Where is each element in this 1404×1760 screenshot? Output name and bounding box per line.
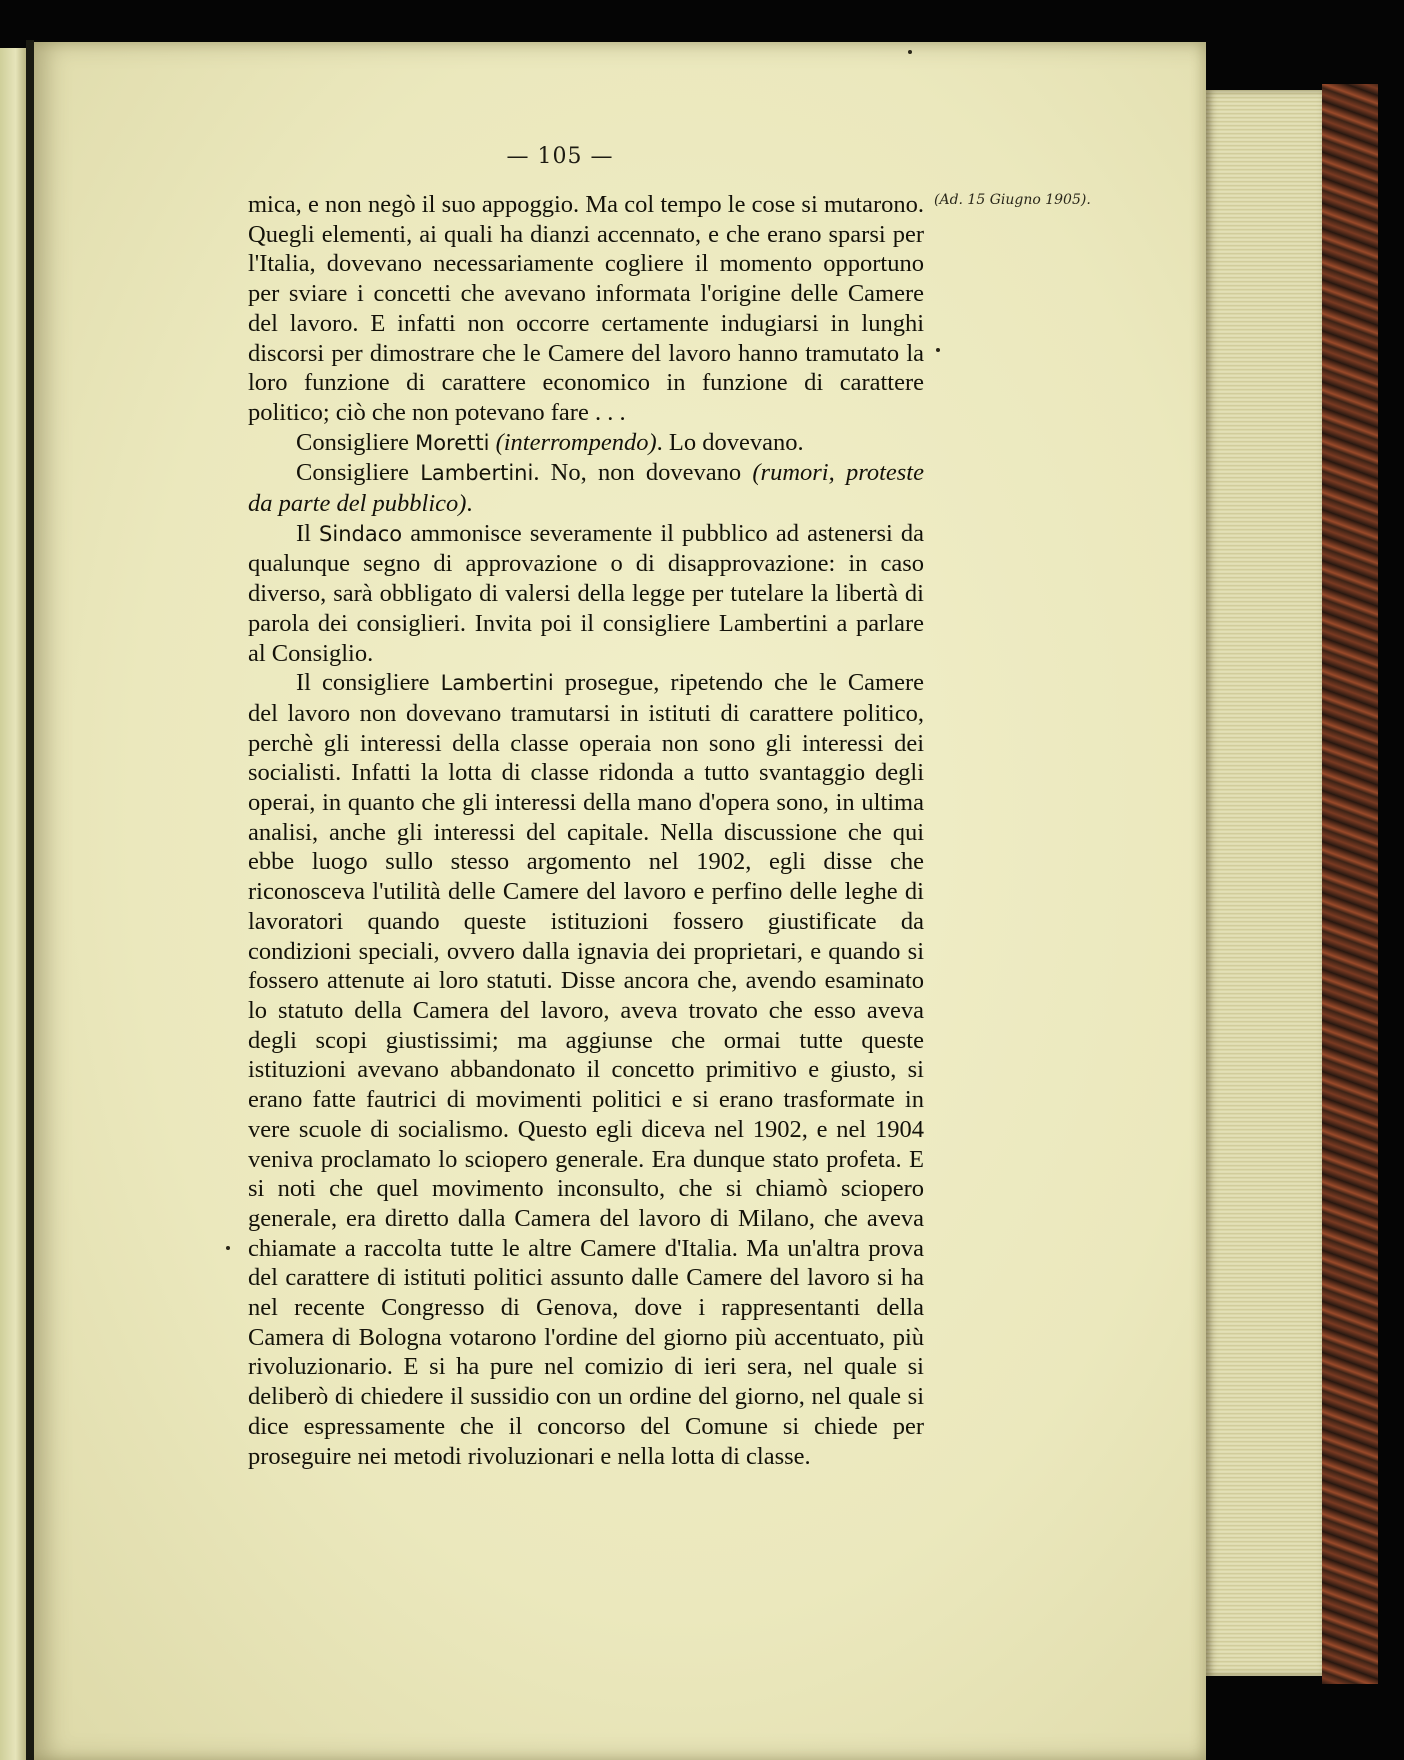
- ink-speck: [226, 1246, 230, 1250]
- paragraph-1: [248, 190, 924, 428]
- stage-direction: (interrompendo): [495, 428, 657, 456]
- stage-direction: (rumori, proteste da parte del pubblico): [248, 459, 924, 518]
- paragraph-5-lead: Il consigliere: [296, 669, 441, 697]
- ink-speck: [936, 348, 940, 352]
- paragraph-2-lead: Consigliere: [296, 428, 416, 456]
- paragraph-5: [248, 668, 924, 1471]
- paragraph-3-lead: Consigliere: [296, 459, 421, 487]
- paragraph-2-text: . Lo dovevano.: [656, 428, 804, 456]
- paragraph-3-text: . No, non dovevano: [533, 459, 753, 487]
- previous-page-edge: [0, 48, 26, 1760]
- book-gutter: [26, 40, 34, 1760]
- speaker-sindaco: Sindaco: [319, 521, 403, 546]
- paragraph-4: [248, 519, 924, 669]
- paragraph-3: [248, 458, 924, 518]
- page-body-text: [248, 190, 924, 1471]
- page-stack-edge: [1206, 90, 1322, 1676]
- marbled-book-cover: [1322, 84, 1378, 1684]
- speaker-lambertini: Lambertini: [440, 671, 554, 696]
- margin-date-note: (Ad. 15 Giugno 1905).: [934, 192, 1091, 208]
- paragraph-1-text: mica, e non negò il suo appoggio. Ma col tempo le cose si mutarono. Quegli elementi, ai quali ha dianzi accennato, e che erano sparsi per l'Italia, dovevano necessariamente cogliere il momento opportuno per sviare i concetti che avevano informata l'origine delle Camere del lavoro. E infatti non occorre certamente indugiarsi in lunghi discorsi per dimostrare che le Camere del lavoro hanno tramutato la loro funzione di carattere economico in funzione di carattere politico; ciò che non potevano fare . . .: [248, 191, 924, 426]
- paragraph-2: [248, 428, 924, 459]
- paragraph-5-text: prosegue, ripetendo che le Camere del lavoro non dovevano tramutarsi in istituti di carattere politico, perchè gli interessi della classe operaia non sono gli interessi dei socialisti. Infatti la lotta di classe ridonda a tutto svantaggio degli operai, in quanto che gli interessi della mano d'opera sono, in ultima analisi, anche gli interessi del capitale. Nella discussione che qui ebbe luogo sullo stesso argomento nel 1902, egli disse che riconosceva l'utilità delle Camere del lavoro e perfino delle leghe di lavoratori quando queste istituzioni fossero giustificate da condizioni speciali, ovvero dalla ignavia dei proprietari, e quando si fossero attenute ai loro statuti. Disse ancora che, avendo esaminato lo statuto della Camera del lavoro, aveva trovato che esso aveva degli scopi giustissimi; ma aggiunse che ormai tutte queste istituzioni avevano abbandonato il concetto primitivo e giusto, si erano fatte fautrici di movimenti politici e si erano trasformate in vere scuole di socialismo. Questo egli diceva nel 1902, e nel 1904 veniva proclamato lo sciopero generale. Era dunque stato profeta. E si noti che quel movimento inconsulto, che si chiamò sciopero generale, era diretto dalla Camera del lavoro di Milano, che aveva chiamate a raccolta tutte le altre Camere d'Italia. Ma un'altra prova del carattere di istituti politici assunto dalle Camere del lavoro si ha nel recente Congresso di Genova, dove i rappresentanti della Camera di Bologna votarono l'ordine del giorno più accentuato, più rivoluzionario. E si ha pure nel comizio di ieri sera, nel quale si deliberò di chiedere il sussidio con un ordine del giorno, nel quale si dice espressamente che il concorso del Comune si chiede per proseguire nei metodi rivoluzionari e nella lotta di classe.: [248, 669, 925, 1470]
- speaker-lambertini: Lambertini: [420, 461, 534, 486]
- speaker-moretti: Moretti: [415, 430, 490, 455]
- paragraph-3-tail: .: [466, 490, 473, 518]
- paragraph-4-text: ammonisce severamente il pubblico ad astenersi da qualunque segno di approvazione o di disapprovazione: in caso diverso, sarà obbligato di valersi della legge per tutelare la libertà di parola dei consiglieri. Invita poi il consigliere Lambertini a parlare al Consiglio.: [248, 519, 924, 667]
- ink-speck: [908, 50, 912, 54]
- paragraph-4-lead: Il: [296, 519, 320, 547]
- page-number: — 105 —: [506, 144, 614, 169]
